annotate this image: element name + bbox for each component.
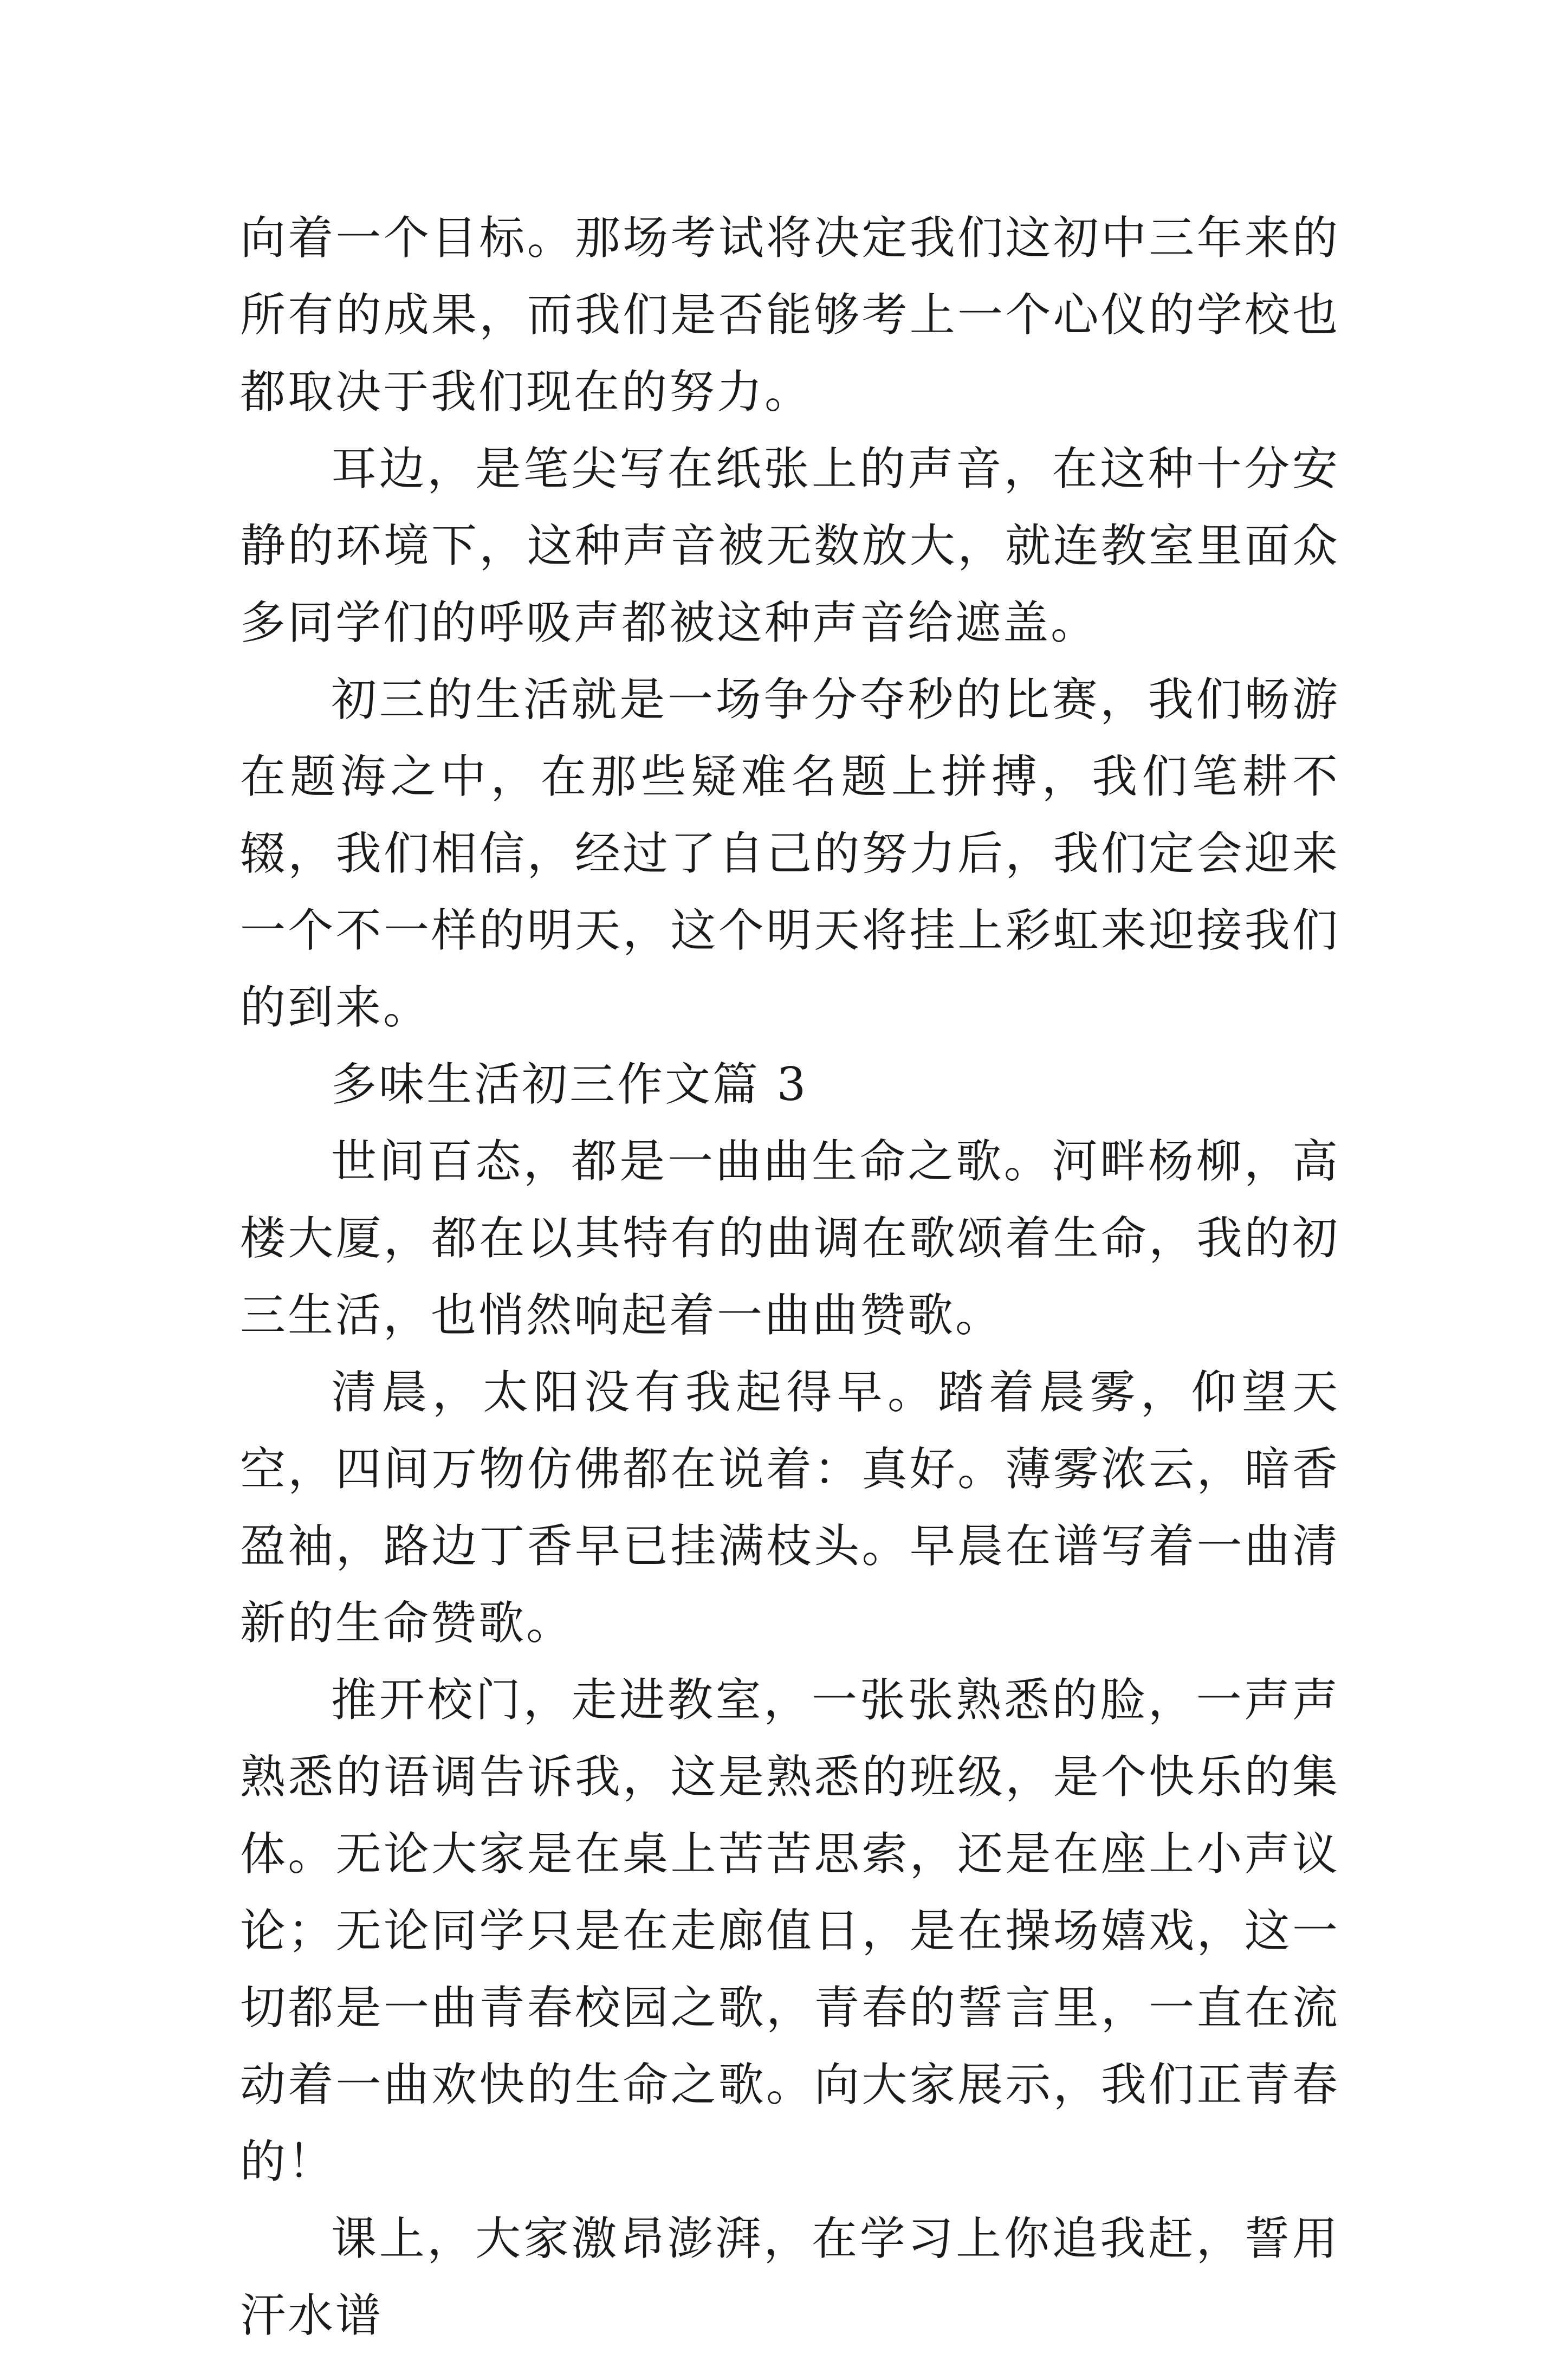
paragraph: 世间百态，都是一曲曲生命之歌。河畔杨柳，高楼大厦，都在以其特有的曲调在歌颂着生命，我的初三生活，也悄然响起着一曲曲赞歌。 <box>240 1135 1340 1342</box>
paragraph: 推开校门，走进教室，一张张熟悉的脸，一声声熟悉的语调告诉我，这是熟悉的班级，是个快乐的集体。无论大家是在桌上苦苦思索，还是在座上小声议论；无论同学只是在走廊值日，是在操场嬉戏，这一切都是一曲青春校园之歌，青春的誓言里，一直在流动着一曲欢快的生命之歌。向大家展示，我们正青春的！ <box>240 1673 1340 2188</box>
paragraph: 课上，大家激昂澎湃，在学习上你追我赶，誓用汗水谱 <box>240 2212 1340 2342</box>
paragraph: 耳边，是笔尖写在纸张上的声音，在这种十分安静的环境下，这种声音被无数放大，就连教室里面众多同学们的呼吸声都被这种声音给遮盖。 <box>240 442 1340 649</box>
paragraph-continued: 向着一个目标。那场考试将决定我们这初中三年来的所有的成果，而我们是否能够考上一个心仪的学校也都取决于我们现在的努力。 <box>240 211 1340 418</box>
paragraph: 初三的生活就是一场争分夺秒的比赛，我们畅游在题海之中，在那些疑难名题上拼搏，我们笔耕不辍，我们相信，经过了自己的努力后，我们定会迎来一个不一样的明天，这个明天将挂上彩虹来迎接我们的到来。 <box>240 673 1340 1034</box>
document-body <box>240 199 1340 2354</box>
section-heading: 多味生活初三作文篇 3 <box>331 1058 808 1111</box>
paragraph: 清晨，太阳没有我起得早。踏着晨雾，仰望天空，四间万物仿佛都在说着：真好。薄雾浓云，暗香盈袖，路边丁香早已挂满枝头。早晨在谱写着一曲清新的生命赞歌。 <box>240 1366 1340 1650</box>
